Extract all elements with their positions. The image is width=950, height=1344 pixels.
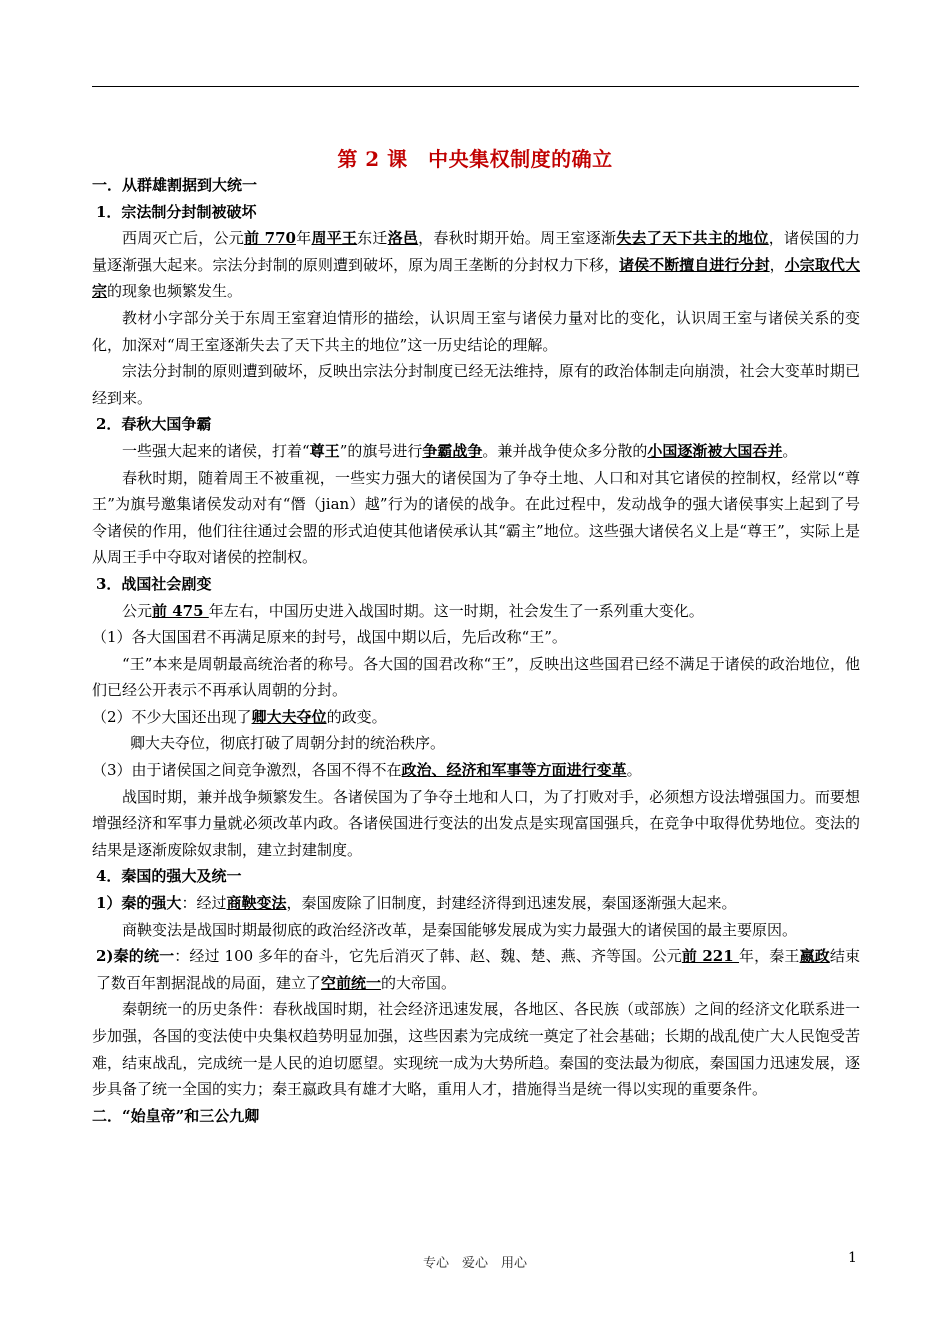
paragraph: 春秋时期，随着周王不被重视，一些实力强大的诸侯国为了争夺土地、人口和对其它诸侯的控制权，经常以“尊王”为旗号邀集诸侯发动对有“僭（jian）越”行为的诸侯的战争。在此过程中，发动战争的强大诸侯事实上起到了号令诸侯的作用，他们往往通过会盟的形式迫使其他诸侯承认其“霸主”地位。这些强大诸侯名义上是“尊王”，实际上是从周王手中夺取对诸侯的控制权。 xyxy=(92,468,860,567)
subheading-4: 4．秦国的强大及统一 xyxy=(96,867,242,886)
paragraph: 宗法分封制的原则遭到破坏，反映出宗法分封制度已经无法维持，原有的政治体制走向崩溃，社会大变革时期已经到来。 xyxy=(92,362,860,407)
page-number: 1 xyxy=(848,1250,857,1266)
section-heading-1: 一．从群雄割据到大统一 xyxy=(92,176,258,194)
subheading-1: 1．宗法制分封制被破坏 xyxy=(96,202,257,221)
page-title: 第 2 课 中央集权制度的确立 xyxy=(337,147,613,171)
document-body xyxy=(92,172,860,1129)
page-footer: 专心 爱心 用心 xyxy=(422,1256,527,1271)
list-item: （3）由于诸侯国之间竞争激烈，各国不得不在政治、经济和军事等方面进行变革。 xyxy=(92,761,642,780)
paragraph: 公元前 475 年左右，中国历史进入战国时期。这一时期，社会发生了一系列重大变化。 xyxy=(122,601,704,620)
paragraph: 商鞅变法是战国时期最彻底的政治经济改革，是秦国能够发展成为实力最强大的诸侯国的最主要原因。 xyxy=(122,920,798,939)
subheading-2: 2．春秋大国争霸 xyxy=(96,415,212,434)
header-rule xyxy=(92,86,859,87)
paragraph: 卿大夫夺位，彻底打破了周朝分封的统治秩序。 xyxy=(130,734,446,753)
paragraph: 教材小字部分关于东周王室窘迫情形的描绘，认识周王室与诸侯力量对比的变化，认识周王室与诸侯关系的变化，加深对“周王室逐渐失去了天下共主的地位”这一历史结论的理解。 xyxy=(92,308,860,354)
list-item: 1）秦的强大：经过商鞅变法，秦国废除了旧制度，封建经济得到迅速发展，秦国逐渐强大起来。 xyxy=(96,894,737,913)
paragraph: 西周灭亡后，公元前 770年周平王东迁洛邑，春秋时期开始。周王室逐渐失去了天下共主的地位，诸侯国的力量逐渐强大起来。宗法分封制的原则遭到破坏，原为周王垄断的分封权力下移，诸侯不断擅自进行分封，小宗取代大宗的现象也频繁发生。 xyxy=(92,229,860,301)
paragraph: 秦朝统一的历史条件：春秋战国时期，社会经济迅速发展，各地区、各民族（或部族）之间的经济文化联系进一步加强，各国的变法使中央集权趋势明显加强，这些因素为完成统一奠定了社会基础；长期的战乱使广大人民饱受苦难，结束战乱，完成统一是人民的迫切愿望。实现统一成为大势所趋。秦国的变法最为彻底，秦国国力迅速发展，逐步具备了统一全国的实力；秦王嬴政具有雄才大略，重用人才，措施得当是统一得以实现的重要条件。 xyxy=(92,1000,860,1099)
paragraph: “王”本来是周朝最高统治者的称号。各大国的国君改称“王”，反映出这些国君已经不满足于诸侯的政治地位，他们已经公开表示不再承认周朝的分封。 xyxy=(92,654,860,700)
list-item: （2）不少大国还出现了卿大夫夺位的政变。 xyxy=(92,707,387,726)
list-item: （1）各大国国君不再满足原来的封号，战国中期以后，先后改称“王”。 xyxy=(92,628,567,647)
paragraph: 战国时期，兼并战争频繁发生。各诸侯国为了争夺土地和人口，为了打败对手，必须想方设法增强国力。而要想增强经济和军事力量就必须改革内政。各诸侯国进行变法的出发点是实现富国强兵，在竞争中取得优势地位。变法的结果是逐渐废除奴隶制，建立封建制度。 xyxy=(92,787,860,859)
subheading-3: 3．战国社会剧变 xyxy=(96,574,212,593)
list-item: 2)秦的统一：经过 100 多年的奋斗，它先后消灭了韩、赵、魏、楚、燕、齐等国。公元前 221 年，秦王嬴政结束了数百年割据混战的局面，建立了空前统一的大帝国。 xyxy=(96,947,860,992)
section-heading-2: 二．“始皇帝”和三公九卿 xyxy=(92,1106,260,1125)
paragraph: 一些强大起来的诸侯，打着“尊王”的旗号进行争霸战争。兼并战争使众多分散的小国逐渐被大国吞并。 xyxy=(122,441,798,460)
